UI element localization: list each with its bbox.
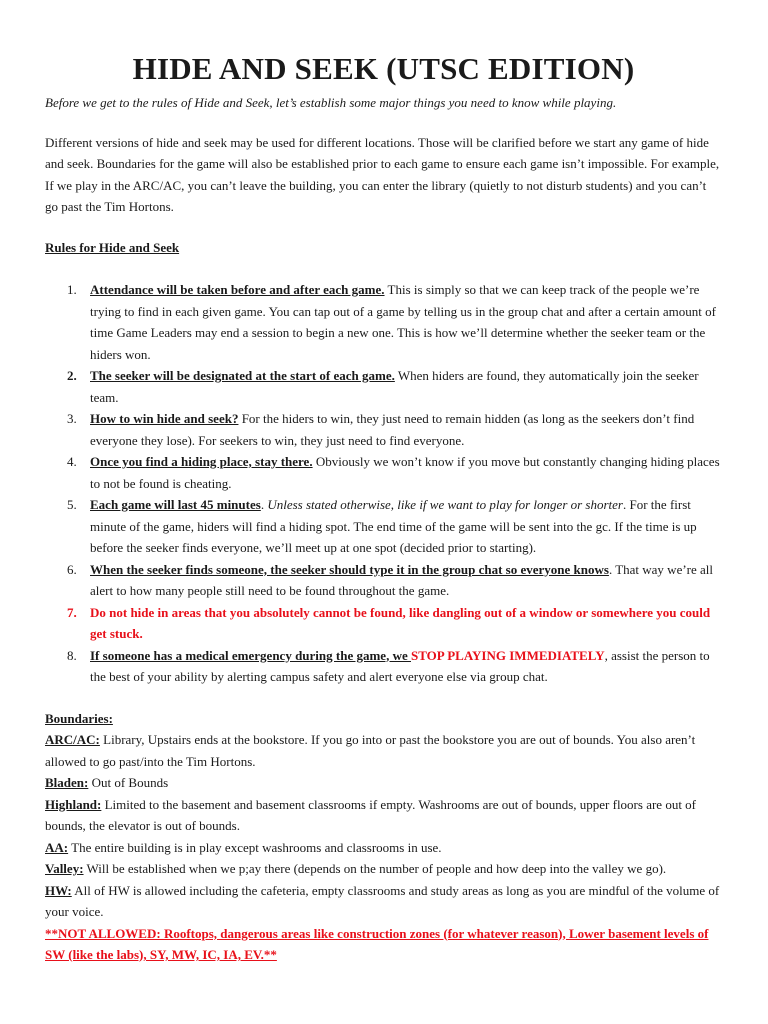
boundaries-list [45, 729, 722, 966]
rule-text: This is simply so that we can keep track of the people we’re trying to find in each given game. You can tap out of a game by telling us in the group chat and after a certain amount of time Game Leaders may end a session to begin a new one. This is how we’ll determine whether the seeker team or the hiders won. [90, 282, 716, 362]
boundaries-heading: Boundaries: [45, 710, 113, 726]
rule-italic-note: Unless stated otherwise, like if we want to play for longer or shorter [267, 497, 623, 512]
rule-separator: . [260, 497, 268, 512]
boundary-label: ARC/AC: [45, 732, 100, 747]
boundary-label: AA: [45, 839, 69, 855]
rule-lead: Attendance will be taken before and after each game. [90, 282, 385, 297]
boundary-label: Bladen: [45, 775, 89, 790]
page-title: HIDE AND SEEK (UTSC EDITION) [132, 51, 635, 86]
rule-text: For the hiders to win, they just need to remain hidden (as long as the seekers don’t find everyone they lose). For seekers to win, they just need to find everyone. [90, 411, 695, 448]
rule-item [45, 494, 722, 559]
rule-text: , assist the person to the best of your ability by alerting campus safety and alert everyone else via group chat. [90, 647, 710, 684]
rule-item [45, 279, 722, 365]
rule-emphasis: STOP PLAYING IMMEDIATELY [410, 647, 605, 663]
boundary-item [45, 772, 722, 794]
rule-number: 4. [67, 454, 77, 469]
intro-text: Before we get to the rules of Hide and Seek, let’s establish some major things you need to know while playing. [45, 95, 617, 110]
rule-item-warning [45, 602, 722, 645]
boundary-text: Out of Bounds [88, 775, 169, 790]
boundary-item [45, 837, 722, 859]
boundary-text: All of HW is allowed including the cafeteria, empty classrooms and study areas as long as you are mindful of the volume of your voice. [45, 882, 720, 919]
boundary-item [45, 880, 722, 923]
rule-number: 2. [67, 368, 77, 383]
rule-lead: How to win hide and seek? [90, 411, 239, 426]
boundary-text: Will be established when we p;ay there (depends on the number of people and how deep into the valley we go). [83, 861, 667, 876]
rule-text: . For the first minute of the game, hiders will find a hiding spot. The end time of the game will be sent into the gc. If the time is up before the seeker finds everyone, we’ll meet up at one spot (decided prior to starting). [90, 497, 697, 555]
rules-heading: Rules for Hide and Seek [45, 239, 180, 255]
rules-list [45, 279, 722, 688]
rule-number: 3. [67, 411, 77, 426]
boundary-item [45, 729, 722, 772]
boundary-text: Limited to the basement and basement classrooms if empty. Washrooms are out of bounds, upper floors are out of bounds, the elevator is out of bounds. [45, 796, 697, 833]
boundary-item [45, 794, 722, 837]
rule-number: 6. [67, 561, 77, 577]
rule-item [45, 645, 722, 688]
not-allowed-warning: **NOT ALLOWED: Rooftops, dangerous areas like construction zones (for whatever reason), Lower basement levels of SW (like the labs), SY, MW, IC, IA, EV.** [45, 925, 709, 962]
rule-item [45, 365, 722, 408]
rule-lead: When the seeker finds someone, the seeker should type it in the group chat so everyone knows [90, 561, 609, 577]
rule-number: 1. [67, 282, 77, 297]
boundary-text: Library, Upstairs ends at the bookstore. If you go into or past the bookstore you are out of bounds. You also aren’t allowed to go past/into the Tim Hortons. [45, 732, 696, 769]
rule-text: . That way we’re all alert to how many people still need to be found throughout the game. [90, 561, 714, 598]
rule-text: Do not hide in areas that you absolutely cannot be found, like dangling out of a window or somewhere you could get stuck. [90, 604, 711, 641]
rule-item [45, 451, 722, 494]
rule-item [45, 559, 722, 602]
boundary-item [45, 858, 722, 880]
boundary-label: Valley: [45, 861, 84, 876]
rule-item [45, 408, 722, 451]
boundary-label: Highland: [45, 796, 102, 812]
rule-lead: Each game will last 45 minutes [90, 497, 261, 512]
rule-number: 7. [67, 604, 77, 620]
boundary-text: The entire building is in play except washrooms and classrooms in use. [68, 839, 442, 855]
rule-text: When hiders are found, they automatically join the seeker team. [90, 368, 699, 405]
rule-lead: If someone has a medical emergency during the game, we [90, 647, 411, 663]
rule-lead: Once you find a hiding place, stay there. [90, 454, 313, 469]
rule-text: Obviously we won’t know if you move but constantly changing hiding places to not be found is cheating. [90, 454, 720, 491]
rule-number: 8. [67, 647, 77, 663]
rule-lead: The seeker will be designated at the start of each game. [90, 368, 395, 383]
boundary-label: HW: [45, 882, 72, 898]
intro-paragraph: Different versions of hide and seek may be used for different locations. Those will be clarified before we start any game of hide and seek. Boundaries for the game will also be established prior to each game to ensure each game isn’t impossible. For example, If we play in the ARC/AC, you can’t leave the building, you can enter the library (quietly to not disturb students) and you can’t go past the Tim Hortons. [45, 134, 720, 214]
rule-number: 5. [67, 497, 77, 512]
